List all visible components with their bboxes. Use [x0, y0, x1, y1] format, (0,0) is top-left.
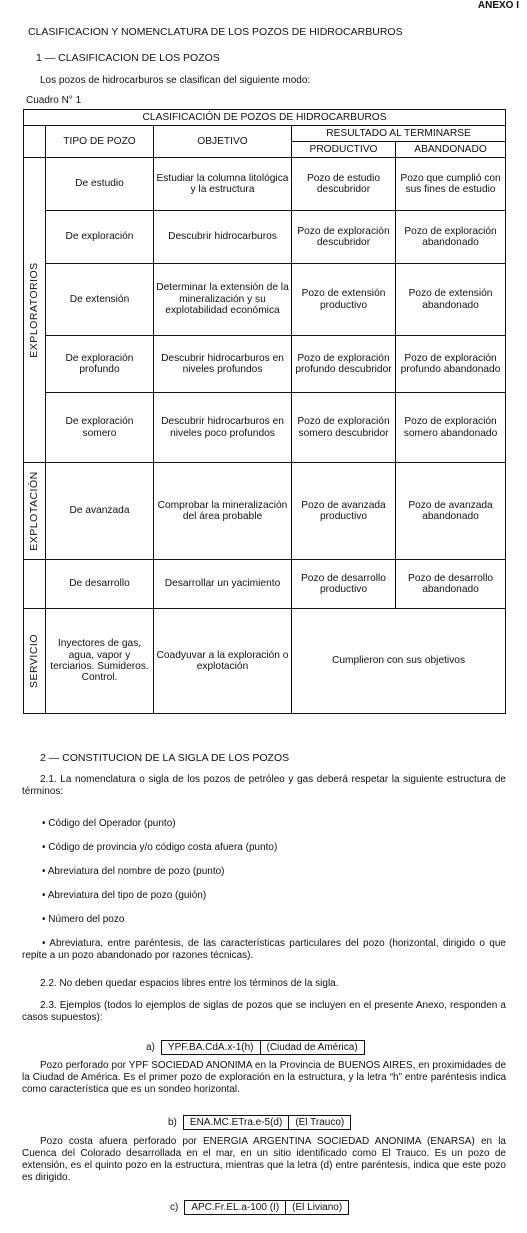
- cell-tipo: De exploración somero: [46, 393, 154, 463]
- list-item: • Número del pozo: [42, 914, 125, 925]
- example-code: ENA.MC.ETra.e-5(d): [183, 1115, 289, 1130]
- cell-tipo: De extensión: [46, 264, 154, 336]
- example-label: a): [146, 1042, 155, 1053]
- cell-tipo: De exploración profundo: [46, 336, 154, 393]
- group-label: EXPLORATORIOS: [27, 262, 40, 358]
- cell-productivo: Pozo de desarrollo productivo: [292, 560, 396, 609]
- cell-objetivo: Determinar la extensión de la mineralización y su explotabilidad económica: [154, 264, 292, 336]
- cell-productivo: Pozo de exploración somero descubridor: [292, 393, 396, 463]
- cell-productivo: Pozo de estudio descubridor: [292, 158, 396, 211]
- header-resultado: RESULTADO AL TERMINARSE: [292, 126, 506, 142]
- list-item: • Abreviatura del nombre de pozo (punto): [42, 866, 225, 877]
- header-productivo: PRODUCTIVO: [292, 142, 396, 158]
- example-label: b): [168, 1117, 177, 1128]
- example-label: c): [170, 1202, 179, 1213]
- example-b-text: Pozo costa afuera perforado por ENERGIA ARGENTINA SOCIEDAD ANONIMA (ENARSA) en la Cuenca del Colorado desarrollada en el mar, en un sitio identificado como El Trauco. Es un pozo de extensión, es el quinto pozo en la estructura, mientras que la letra (d) entre paréntesis, indica que este pozo es dirigido.: [22, 1136, 506, 1183]
- table-caption: Cuadro N° 1: [26, 95, 82, 106]
- header-abandonado: ABANDONADO: [396, 142, 506, 158]
- cell-objetivo: Comprobar la mineralización del área probable: [154, 463, 292, 560]
- header-tipo: TIPO DE POZO: [46, 126, 154, 158]
- list-item: • Código del Operador (punto): [42, 818, 176, 829]
- table-title: CLASIFICACIÓN DE POZOS DE HIDROCARBUROS: [24, 110, 506, 126]
- example-name: (El Liviano): [286, 1200, 349, 1215]
- cell-objetivo: Coadyuvar a la exploración o explotación: [154, 609, 292, 714]
- example-a: [146, 1040, 365, 1055]
- example-code: YPF.BA.CdA.x-1(h): [161, 1040, 261, 1055]
- cell-objetivo: Descubrir hidrocarburos en niveles poco profundos: [154, 393, 292, 463]
- cell-productivo: Pozo de avanzada productivo: [292, 463, 396, 560]
- cell-tipo: De estudio: [46, 158, 154, 211]
- example-c: [170, 1200, 349, 1215]
- cell-abandonado: Pozo de exploración profundo abandonado: [396, 336, 506, 393]
- cell-productivo: Pozo de exploración descubridor: [292, 211, 396, 264]
- cell-tipo: De desarrollo: [46, 560, 154, 609]
- paragraph-2-2: 2.2. No deben quedar espacios libres entre los términos de la sigla.: [40, 978, 339, 989]
- list-item: • Código de provincia y/o código costa afuera (punto): [42, 842, 278, 853]
- cell-tipo: De exploración: [46, 211, 154, 264]
- cell-objetivo: Desarrollar un yacimiento: [154, 560, 292, 609]
- cell-objetivo: Descubrir hidrocarburos en niveles profundos: [154, 336, 292, 393]
- group-servicio: [24, 609, 46, 714]
- table-corner: [24, 126, 46, 158]
- group-label: EXPLOTACIÓN: [27, 471, 40, 551]
- example-name: (Ciudad de América): [261, 1040, 365, 1055]
- classification-table: [23, 109, 506, 714]
- document-title: CLASIFICACION Y NOMENCLATURA DE LOS POZOS DE HIDROCARBUROS: [28, 26, 403, 38]
- header-objetivo: OBJETIVO: [154, 126, 292, 158]
- cell-objetivo: Descubrir hidrocarburos: [154, 211, 292, 264]
- example-b: [168, 1115, 351, 1130]
- paragraph-2-1: 2.1. La nomenclatura o sigla de los pozos de petróleo y gas deberá respetar la siguiente estructura de términos:: [22, 774, 506, 797]
- group-label: SERVICIO: [27, 634, 40, 688]
- cell-abandonado: Pozo de desarrollo abandonado: [396, 560, 506, 609]
- cell-abandonado: Pozo de exploración abandonado: [396, 211, 506, 264]
- annex-label: ANEXO I: [477, 0, 519, 11]
- cell-abandonado: Pozo que cumplió con sus fines de estudio: [396, 158, 506, 211]
- example-code: APC.Fr.EL.a-100 (I): [184, 1200, 286, 1215]
- cell-tipo: De avanzada: [46, 463, 154, 560]
- intro-text: Los pozos de hidrocarburos se clasifican del siguiente modo:: [40, 75, 311, 86]
- example-name: (El Trauco): [289, 1115, 351, 1130]
- cell-productivo: Pozo de extensión productivo: [292, 264, 396, 336]
- cell-abandonado: Pozo de extensión abandonado: [396, 264, 506, 336]
- group-exploratorios: [24, 158, 46, 463]
- paragraph-2-3: 2.3. Ejemplos (todos lo ejemplos de siglas de pozos que se incluyen en el presente Anexo, responden a casos supuestos):: [22, 1000, 506, 1023]
- group-desarrollo: [24, 560, 46, 609]
- example-a-text: Pozo perforado por YPF SOCIEDAD ANONIMA en la Provincia de BUENOS AIRES, en proximidades de la Ciudad de América. Es el primer pozo de exploración en la estructura, y la letra “h” entre paréntesis indica como característica que es un sondeo horizontal.: [22, 1060, 506, 1095]
- cell-objetivo: Estudiar la columna litológica y la estructura: [154, 158, 292, 211]
- cell-abandonado: Pozo de avanzada abandonado: [396, 463, 506, 560]
- section-2-heading: 2 — CONSTITUCION DE LA SIGLA DE LOS POZOS: [40, 752, 290, 764]
- group-explotacion: [24, 463, 46, 560]
- list-item: • Abreviatura, entre paréntesis, de las características particulares del pozo (horizontal, dirigido o que repite a un pozo abandonado por razones técnicas).: [22, 938, 506, 961]
- section-1-heading: 1 — CLASIFICACION DE LOS POZOS: [36, 52, 220, 64]
- cell-productivo: Pozo de exploración profundo descubridor: [292, 336, 396, 393]
- list-item: • Abreviatura del tipo de pozo (guión): [42, 890, 207, 901]
- cell-abandonado: Pozo de exploración somero abandonado: [396, 393, 506, 463]
- cell-resultado: Cumplieron con sus objetivos: [292, 609, 506, 714]
- cell-tipo: Inyectores de gas, agua, vapor y terciarios. Sumideros. Control.: [46, 609, 154, 714]
